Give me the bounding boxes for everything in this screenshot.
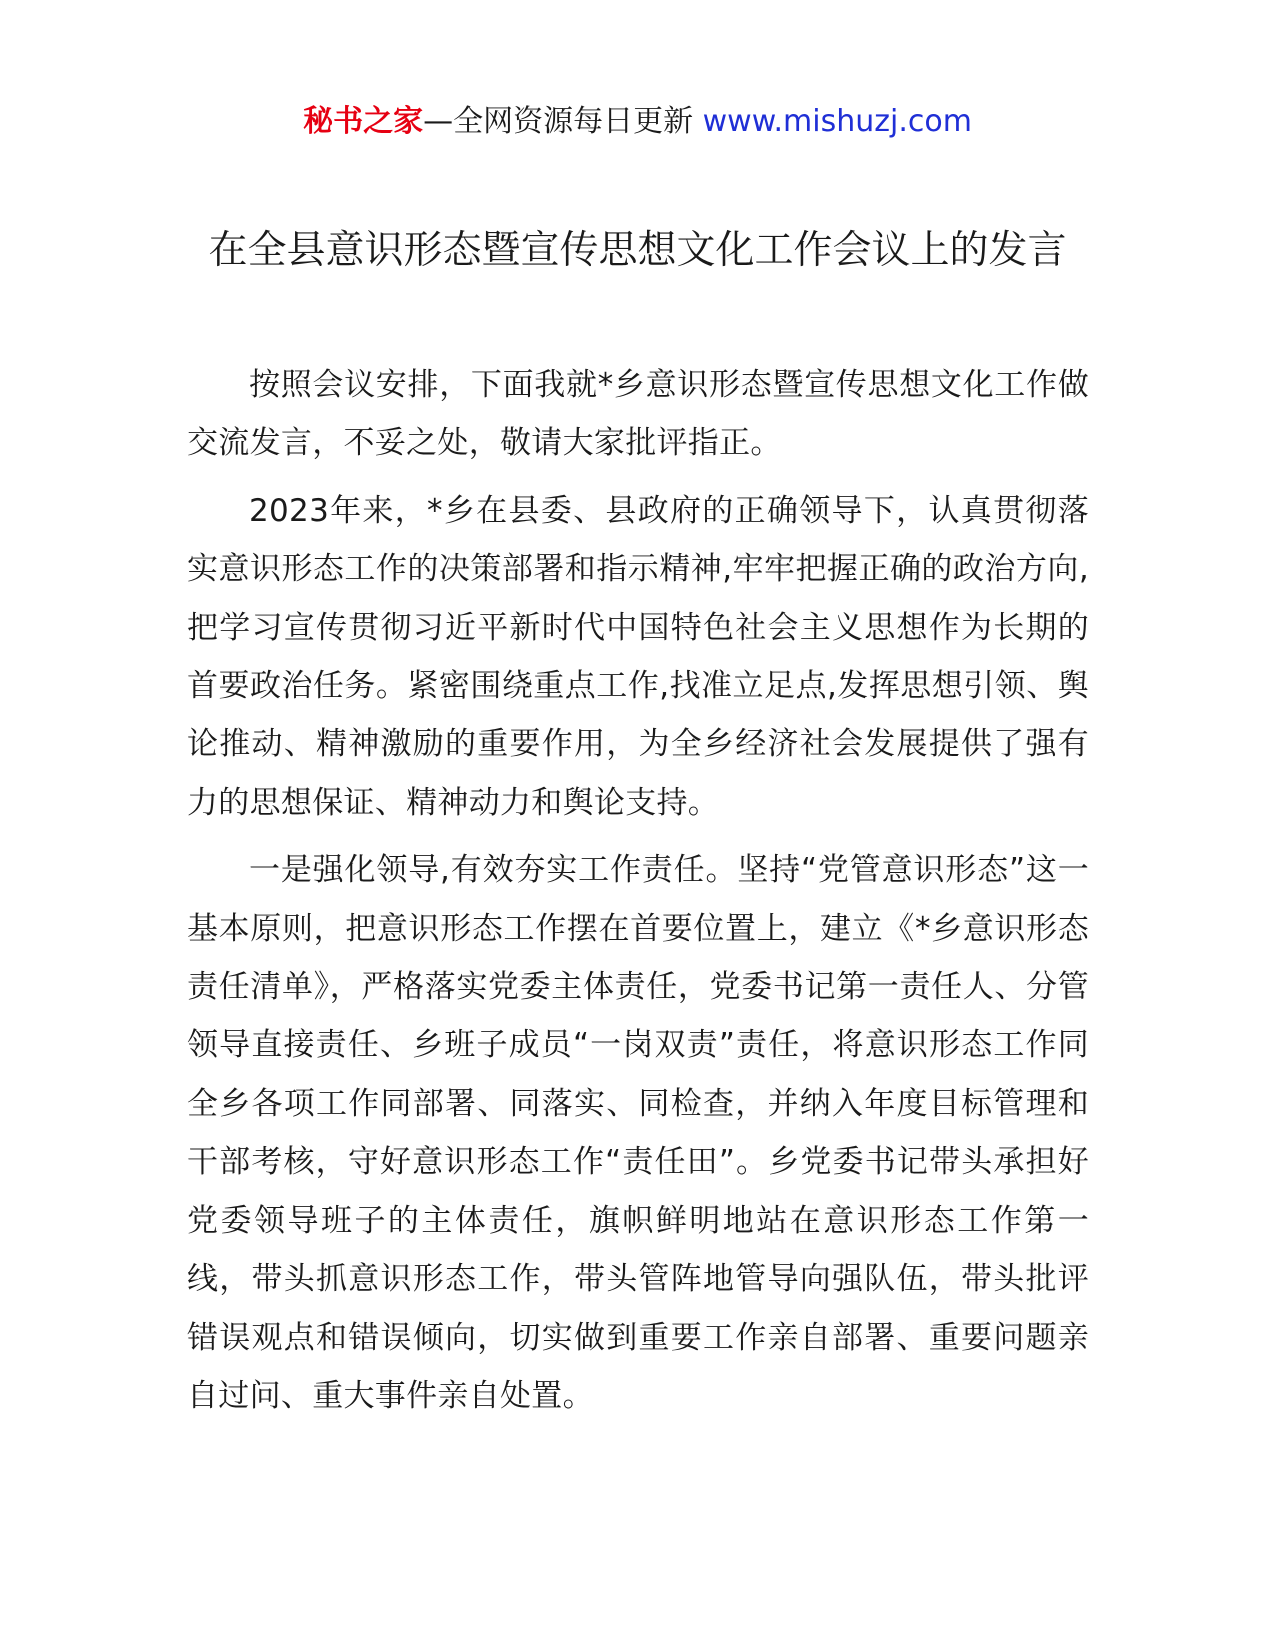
brand-name: 秘书之家 (303, 104, 424, 139)
site-url-link[interactable]: www.mishuzj.com (702, 104, 972, 139)
paragraph-leadership: 一是强化领导,有效夯实工作责任。坚持“党管意识形态”这一基本原则，把意识形态工作摆在首要位置上，建立《*乡意识形态责任清单》，严格落实党委主体责任，党委书记第一责任人、分管领导直接责任、乡班子成员“一岗双责”责任，将意识形态工作同全乡各项工作同部署、同落实、同检查，并纳入年度目标管理和干部考核，守好意识形态工作“责任田”。乡党委书记带头承担好党委领导班子的主体责任，旗帜鲜明地站在意识形态工作第一线，带头抓意识形态工作，带头管阵地管导向强队伍，带头批评错误观点和错误倾向，切实做到重要工作亲自部署、重要问题亲自过问、重大事件亲自处置。 (187, 852, 1089, 1414)
document-title: 在全县意识形态暨宣传思想文化工作会议上的发言 (208, 228, 1067, 273)
paragraph-intro: 按照会议安排，下面我就*乡意识形态暨宣传思想文化工作做交流发言，不妥之处，敬请大家批评指正。 (187, 367, 1089, 462)
header-tagline: —全网资源每日更新 (423, 104, 703, 139)
document-body (187, 356, 1089, 1434)
paragraph-overview: 2023年来，*乡在县委、县政府的正确领导下，认真贯彻落实意识形态工作的决策部署和指示精神,牢牢把握正确的政治方向,把学习宣传贯彻习近平新时代中国特色社会主义思想作为长期的首要政治任务。紧密围绕重点工作,找准立足点,发挥思想引领、舆论推动、精神激励的重要作用，为全乡经济社会发展提供了强有力的思想保证、精神动力和舆论支持。 (187, 492, 1089, 821)
site-header (0, 100, 1275, 144)
